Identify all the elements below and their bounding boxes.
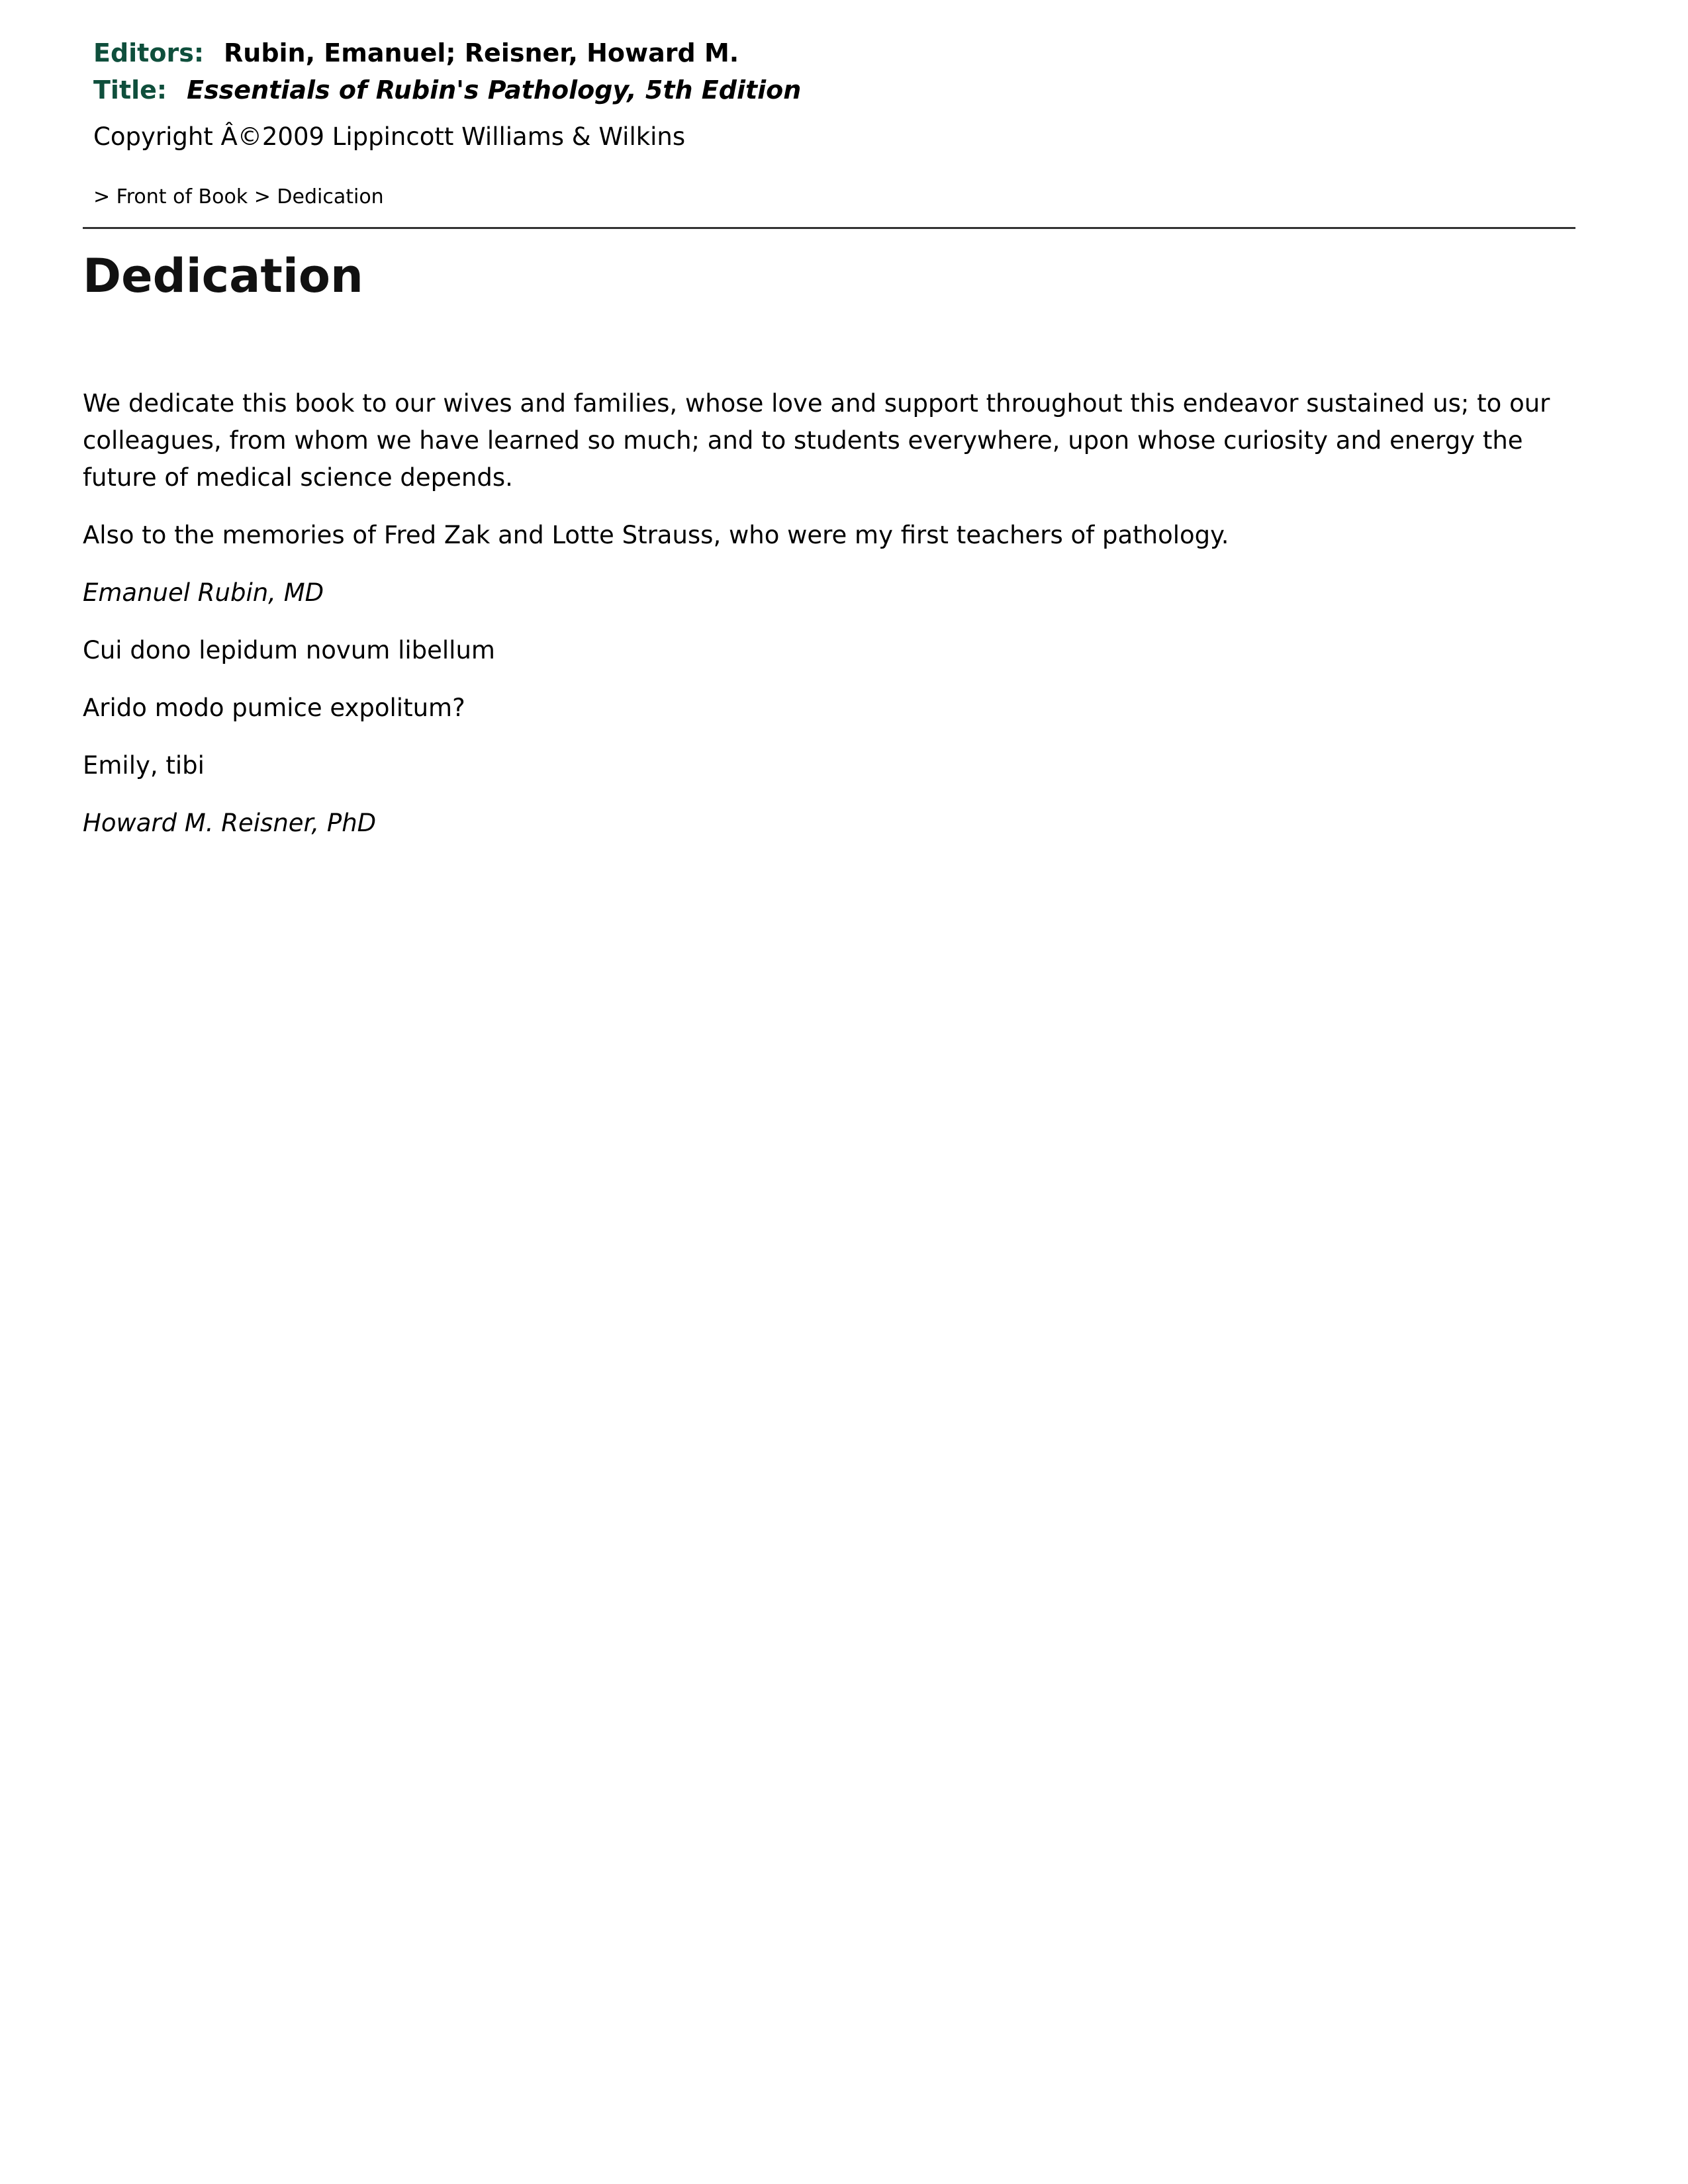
editors-value: Rubin, Emanuel; Reisner, Howard M. [224, 38, 739, 68]
dedication-paragraph: We dedicate this book to our wives and families, whose love and support throughout this endeavor sustained us; to our colleagues, from whom we have learned so much; and to students everywhere, upon whose curiosity and energy the future of medical science depends. [83, 389, 1550, 492]
book-header [93, 34, 1550, 210]
page-title: Dedication [83, 249, 363, 303]
verse-line-2: Arido modo pumice expolitum? [83, 694, 465, 722]
dedication-body [83, 385, 1566, 862]
memorial-paragraph: Also to the memories of Fred Zak and Lotte Strauss, who were my first teachers of pathology. [83, 521, 1229, 549]
editors-label: Editors: [93, 38, 205, 68]
copyright-notice: Copyright Â©2009 Lippincott Williams & Wilkins [93, 122, 686, 151]
signature-reisner: Howard M. Reisner, PhD [83, 809, 377, 837]
title-label: Title: [93, 75, 167, 105]
header-divider [83, 227, 1575, 229]
breadcrumb: > Front of Book > Dedication [93, 185, 384, 208]
signature-rubin: Emanuel Rubin, MD [83, 578, 324, 607]
verse-line-3: Emily, tibi [83, 751, 205, 780]
editors-row [93, 34, 1550, 71]
verse-line-1: Cui dono lepidum novum libellum [83, 636, 495, 664]
title-row [93, 71, 1550, 109]
book-title: Essentials of Rubin's Pathology, 5th Edition [187, 75, 802, 105]
